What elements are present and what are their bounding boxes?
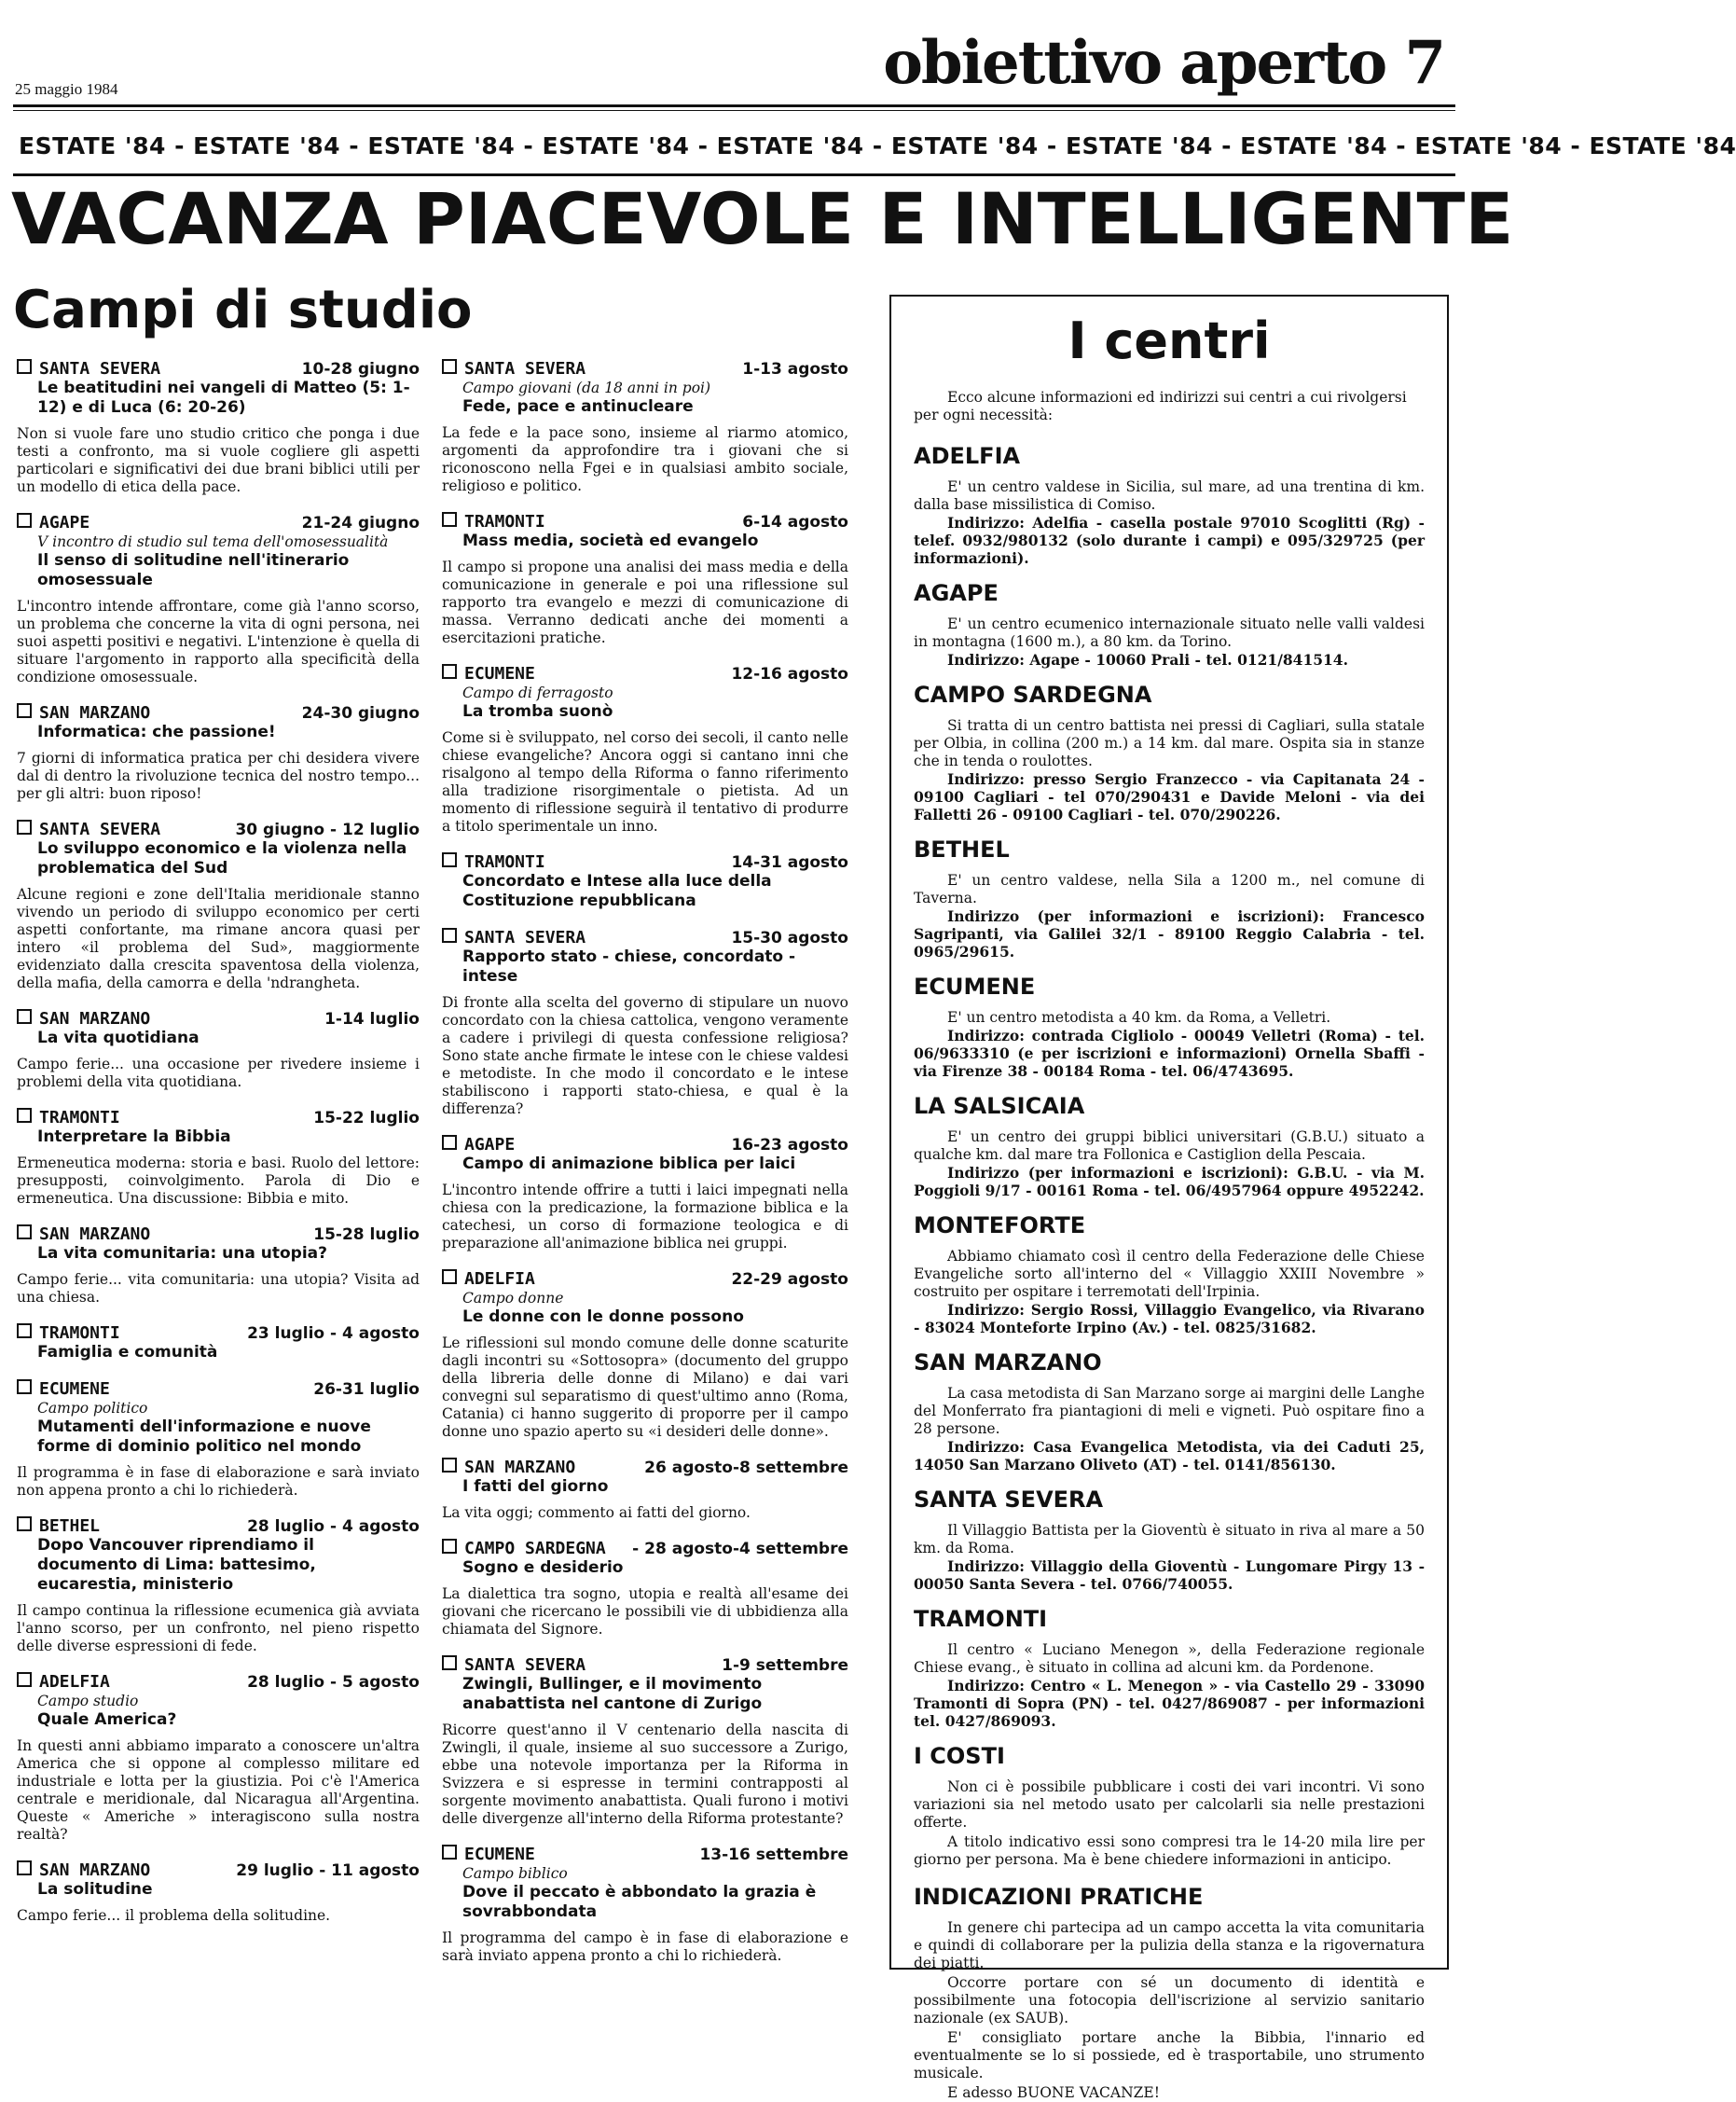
camp-entry xyxy=(17,1224,420,1307)
camp-dates: 15-30 agosto xyxy=(731,929,848,947)
camp-header xyxy=(442,928,848,947)
camp-location xyxy=(442,1845,535,1864)
center-name: AGAPE xyxy=(914,580,999,606)
camp-place-name: TRAMONTI xyxy=(39,1323,120,1343)
camp-entry xyxy=(17,513,420,686)
camp-title: Lo sviluppo economico e la violenza nella problematica del Sud xyxy=(37,839,407,878)
center-entry xyxy=(914,1212,1425,1336)
camp-header xyxy=(17,1009,420,1029)
camp-dates: 14-31 agosto xyxy=(731,853,848,872)
center-address: Indirizzo: Adelfia - casella postale 97010 Scoglitti (Rg) - telef. 0932/980132 (solo durante i campi) e 095/329725 (per informazioni). xyxy=(914,514,1425,567)
camp-description: Ricorre quest'anno il V centenario della nascita di Zwingli, il quale, insieme al suo successore a Zurigo, ebbe una notevole importanza per la Riforma in Svizzera e si espresse in termini contrapposti al sorgente movimento anabattista. Quali furono i motivi delle divergenze all'interno della Riforma protestante? xyxy=(442,1722,848,1827)
center-description: La casa metodista di San Marzano sorge ai margini delle Langhe del Monferrato fra piantagioni di meli e vigneti. Può ospitare fino a 28 persone. xyxy=(914,1385,1425,1437)
centri-intro: Ecco alcune informazioni ed indirizzi sui centri a cui rivolgersi per ogni necessità: xyxy=(914,389,1407,423)
camp-dates: 30 giugno - 12 luglio xyxy=(235,821,420,839)
camp-place-name: ECUMENE xyxy=(39,1379,110,1399)
centri-title: I centri xyxy=(1068,311,1271,370)
camp-entry xyxy=(17,359,420,496)
center-address: Indirizzo (per informazioni e iscrizioni): G.B.U. - via M. Poggioli 9/17 - 00161 Roma - tel. 06/4957964 oppure 4952242. xyxy=(914,1164,1425,1199)
camp-place-name: SANTA SEVERA xyxy=(464,1655,586,1675)
camp-dates: 6-14 agosto xyxy=(742,513,848,532)
camp-dates: 1-13 agosto xyxy=(742,360,848,379)
camp-title: La tromba suonò xyxy=(462,702,613,721)
camp-place-name: SAN MARZANO xyxy=(464,1458,576,1477)
camp-title: Fede, pace e antinucleare xyxy=(462,397,694,416)
center-name: ECUMENE xyxy=(914,974,1036,1000)
camp-location xyxy=(17,1323,120,1343)
camp-title: La vita comunitaria: una utopia? xyxy=(37,1244,327,1263)
camp-entry xyxy=(17,1672,420,1844)
pratiche-paragraph: In genere chi partecipa ad un campo accetta la vita comunitaria e quindi di collaborare per la pulizia della stanza e la rigovernatura dei piatti. xyxy=(914,1919,1425,1971)
camp-header xyxy=(442,1655,848,1675)
camp-header xyxy=(17,1108,420,1127)
camp-entry xyxy=(442,1655,848,1828)
camp-location xyxy=(17,1108,120,1127)
center-address: Indirizzo: presso Sergio Franzecco - via Capitanata 24 - 09100 Cagliari - tel 070/290431 e Davide Meloni - via dei Falletti 26 - 09100 Cagliari - tel. 070/290226. xyxy=(914,770,1425,823)
checkbox-icon[interactable] xyxy=(17,1379,32,1394)
checkbox-icon[interactable] xyxy=(17,1860,32,1875)
checkbox-icon[interactable] xyxy=(442,852,457,867)
camp-entry xyxy=(17,1009,420,1091)
camp-place-name: TRAMONTI xyxy=(39,1108,120,1127)
camp-entry xyxy=(17,703,420,803)
camp-description: Il programma del campo è in fase di elaborazione e sarà inviato appena pronto a chi lo richiederà. xyxy=(442,1929,848,1964)
camp-subtitle: Campo di ferragosto xyxy=(462,685,613,701)
pratiche-section xyxy=(914,1884,1425,2102)
camp-subtitle: Campo biblico xyxy=(462,1865,568,1882)
camp-entry xyxy=(442,1458,848,1522)
masthead xyxy=(883,28,1444,98)
camp-header xyxy=(442,1539,848,1558)
camp-header xyxy=(17,820,420,839)
center-entry xyxy=(914,1606,1425,1730)
camp-description: Campo ferie... vita comunitaria: una utopia? Visita ad una chiesa. xyxy=(17,1271,420,1306)
camp-entry xyxy=(442,1845,848,1965)
center-entry xyxy=(914,682,1425,823)
center-description: Il Villaggio Battista per la Gioventù è situato in riva al mare a 50 km. da Roma. xyxy=(914,1522,1425,1556)
pratiche-paragraph: E' consigliato portare anche la Bibbia, l'innario ed eventualmente se lo si possiede, ed è trasportabile, uno strumento musicale. xyxy=(914,2029,1425,2081)
costi-title: I COSTI xyxy=(914,1743,1005,1769)
camp-title: Concordato e Intese alla luce della Costituzione repubblicana xyxy=(462,872,772,910)
camp-header xyxy=(17,703,420,723)
checkbox-icon[interactable] xyxy=(17,703,32,718)
camp-header xyxy=(442,512,848,532)
camp-place-name: SAN MARZANO xyxy=(39,703,151,723)
centri-list xyxy=(914,443,1425,1730)
camp-title: Sogno e desiderio xyxy=(462,1558,624,1577)
camp-title: Le donne con le donne possono xyxy=(462,1307,744,1326)
center-description: Si tratta di un centro battista nei pressi di Cagliari, sulla statale per Olbia, in collina (200 m.) a 14 km. dal mare. Ospita sia in stanze che in tenda o roulottes. xyxy=(914,717,1425,769)
camp-title: Il senso di solitudine nell'itinerario omosessuale xyxy=(37,551,350,589)
camp-description: La vita oggi; commento ai fatti del giorno. xyxy=(442,1504,751,1521)
camp-header xyxy=(17,1672,420,1692)
camp-title: La vita quotidiana xyxy=(37,1029,200,1047)
camp-place-name: AGAPE xyxy=(39,513,90,532)
camp-entry xyxy=(17,1379,420,1500)
camp-place-name: TRAMONTI xyxy=(464,852,545,872)
camp-dates: 28 luglio - 4 agosto xyxy=(247,1517,420,1536)
issue-date: 25 maggio 1984 xyxy=(15,80,118,98)
camp-location xyxy=(17,1860,150,1880)
page-headline: VACANZA PIACEVOLE E INTELLIGENTE xyxy=(11,177,1514,260)
camp-description: Il programma è in fase di elaborazione e sarà inviato non appena pronto a chi lo richiederà. xyxy=(17,1464,420,1499)
camp-location xyxy=(17,1379,110,1399)
center-name: SAN MARZANO xyxy=(914,1349,1102,1376)
pratiche-paragraph: Occorre portare con sé un documento di identità e possibilmente una fotocopia dell'iscrizione al servizio sanitario nazionale (ex SAUB). xyxy=(914,1974,1425,2026)
camp-location xyxy=(442,1458,575,1477)
camp-title: Rapporto stato - chiese, concordato - intese xyxy=(462,947,796,986)
camp-header xyxy=(17,1224,420,1244)
camp-location xyxy=(442,852,545,872)
camp-location xyxy=(442,928,586,947)
estate-banner: ESTATE '84 - ESTATE '84 - ESTATE '84 - ESTATE '84 - ESTATE '84 - ESTATE '84 - ESTATE '84 - ESTATE '84 - ESTATE '84 - ESTATE '84 xyxy=(19,132,1736,159)
camp-place-name: BETHEL xyxy=(39,1516,101,1536)
camp-header xyxy=(17,1323,420,1343)
camp-location xyxy=(442,1269,535,1289)
camp-dates: 13-16 settembre xyxy=(699,1846,848,1864)
center-entry xyxy=(914,1093,1425,1199)
camp-dates: 12-16 agosto xyxy=(731,665,848,684)
camp-header xyxy=(442,1269,848,1289)
camp-description: Il campo continua la riflessione ecumenica già avviata l'anno scorso, per un confronto, nel pieno rispetto delle diverse espressioni di fede. xyxy=(17,1602,420,1654)
camp-dates: 1-9 settembre xyxy=(722,1656,848,1675)
camp-dates: 15-22 luglio xyxy=(313,1109,420,1127)
center-entry xyxy=(914,580,1425,669)
center-entry xyxy=(914,1349,1425,1473)
camp-title: Campo di animazione biblica per laici xyxy=(462,1155,796,1173)
center-description: E' un centro ecumenico internazionale situato nelle valli valdesi in montagna (1600 m.), a 80 km. da Torino. xyxy=(914,615,1425,650)
checkbox-icon[interactable] xyxy=(442,512,457,527)
camp-title: Mass media, società ed evangelo xyxy=(462,532,759,550)
camp-place-name: ADELFIA xyxy=(464,1269,535,1289)
camp-title: Dopo Vancouver riprendiamo il documento di Lima: battesimo, eucarestia, ministerio xyxy=(37,1536,316,1594)
camp-header xyxy=(442,1135,848,1155)
camp-title: Famiglia e comunità xyxy=(37,1343,218,1362)
center-address: Indirizzo: Villaggio della Gioventù - Lungomare Pirgy 13 - 00050 Santa Severa - tel. 0766/740055. xyxy=(914,1557,1425,1593)
center-name: MONTEFORTE xyxy=(914,1212,1086,1238)
center-description: Abbiamo chiamato così il centro della Federazione delle Chiese Evangeliche sorto all'interno del « Villaggio XXIII Novembre » costruito per ospitare i terremotati dell'Irpinia. xyxy=(914,1248,1425,1300)
costi-paragraph: A titolo indicativo essi sono compresi tra le 14-20 mila lire per giorno per persona. Ma è bene chiedere informazioni in anticipo. xyxy=(914,1833,1425,1868)
checkbox-icon[interactable] xyxy=(17,820,32,835)
camp-dates: 10-28 giugno xyxy=(301,360,420,379)
camp-header xyxy=(17,1379,420,1399)
center-name: CAMPO SARDEGNA xyxy=(914,682,1152,708)
center-address: Indirizzo: contrada Cigliolo - 00049 Velletri (Roma) - tel. 06/9633310 (e per iscrizioni e informazioni) Ornella Sbaffi - via Firenze 38 - 00184 Roma - tel. 06/4743695. xyxy=(914,1027,1425,1080)
camp-location xyxy=(17,1009,150,1029)
camp-subtitle: Campo politico xyxy=(37,1400,148,1417)
center-description: E' un centro valdese in Sicilia, sul mare, ad una trentina di km. dalla base missilistica di Comiso. xyxy=(914,478,1425,513)
camp-dates: 28 luglio - 5 agosto xyxy=(247,1673,420,1692)
center-name: LA SALSICAIA xyxy=(914,1093,1085,1119)
camp-description: Le riflessioni sul mondo comune delle donne scaturite dagli incontri su «Sottosopra» (documento del gruppo della libreria delle donne di Milano) e dai vari convegni sul separatismo di quest'ultimo anno (Roma, Catania) ci hanno suggerito di proporre per il campo donne uno spazio aperto su «i desideri delle donne». xyxy=(442,1334,848,1440)
camp-dates: 16-23 agosto xyxy=(731,1136,848,1155)
publication-name: obiettivo aperto xyxy=(883,28,1386,98)
camp-entry xyxy=(442,1539,848,1639)
camp-header xyxy=(442,1845,848,1864)
camp-title: Interpretare la Bibbia xyxy=(37,1127,231,1146)
camp-entry xyxy=(442,1269,848,1441)
camp-description: In questi anni abbiamo imparato a conoscere un'altra America che si oppone al complesso militare ed industriale e lotta per la giustizia. Poi c'è l'America centrale e meridionale, dal Nicaragua all'Argentina. Queste « Americhe » interagiscono sulla nostra realtà? xyxy=(17,1737,420,1843)
camp-location xyxy=(17,359,160,379)
camp-title: Quale America? xyxy=(37,1710,177,1729)
checkbox-icon[interactable] xyxy=(442,1539,457,1554)
camp-title: Mutamenti dell'informazione e nuove forme di dominio politico nel mondo xyxy=(37,1417,371,1456)
camp-description: 7 giorni di informatica pratica per chi desidera vivere dal di dentro la rivoluzione tecnica del nostro tempo... per gli altri: buon riposo! xyxy=(17,750,420,802)
camp-entry xyxy=(17,1516,420,1655)
camp-entry xyxy=(17,1860,420,1925)
camp-dates: 26-31 luglio xyxy=(313,1380,420,1399)
header-rule-thin xyxy=(13,110,1455,111)
center-description: Il centro « Luciano Menegon », della Federazione regionale Chiese evang., è situato in collina ad alcuni km. da Pordenone. xyxy=(914,1641,1425,1676)
camp-description: Campo ferie... il problema della solitudine. xyxy=(17,1907,331,1924)
center-name: ADELFIA xyxy=(914,443,1021,469)
camp-header xyxy=(17,513,420,532)
center-address: Indirizzo: Casa Evangelica Metodista, via dei Caduti 25, 14050 San Marzano Oliveto (AT) - tel. 0141/856130. xyxy=(914,1438,1425,1473)
camp-entry xyxy=(442,1135,848,1252)
events-column-1 xyxy=(17,359,420,1942)
checkbox-icon[interactable] xyxy=(17,1516,32,1531)
camp-subtitle: Campo donne xyxy=(462,1290,564,1307)
camp-location xyxy=(17,1672,110,1692)
camp-place-name: CAMPO SARDEGNA xyxy=(464,1539,606,1558)
checkbox-icon[interactable] xyxy=(442,928,457,943)
checkbox-icon[interactable] xyxy=(17,513,32,528)
camp-location xyxy=(442,1539,606,1558)
checkbox-icon[interactable] xyxy=(442,1458,457,1473)
costi-paragraph: Non ci è possibile pubblicare i costi dei vari incontri. Vi sono variazioni sia nel metodo usato per calcolarli sia nelle prestazioni offerte. xyxy=(914,1778,1425,1831)
camp-header xyxy=(442,664,848,684)
center-address: Indirizzo (per informazioni e iscrizioni): Francesco Sagripanti, via Galilei 32/1 - 89100 Reggio Calabria - tel. 0965/29615. xyxy=(914,907,1425,961)
pratiche-title: INDICAZIONI PRATICHE xyxy=(914,1884,1204,1910)
pratiche-paragraph: E adesso BUONE VACANZE! xyxy=(947,2084,1160,2101)
camp-location xyxy=(17,703,150,723)
center-address: Indirizzo: Agape - 10060 Prali - tel. 0121/841514. xyxy=(947,651,1348,669)
camp-description: Non si vuole fare uno studio critico che ponga i due testi a confronto, ma si vuole cogliere gli aspetti particolari e significativi dei due brani biblici utili per un modello di etica della pace. xyxy=(17,425,420,495)
camp-description: L'incontro intende affrontare, come già l'anno scorso, un problema che concerne la vita di ogni persona, nei suoi aspetti positivi e negativi. L'intenzione è quella di situare l'argomento in rapporto alla specificità della condizione omosessuale. xyxy=(17,598,420,685)
camp-place-name: ECUMENE xyxy=(464,664,535,684)
camp-place-name: SANTA SEVERA xyxy=(39,359,161,379)
camp-description: La dialettica tra sogno, utopia e realtà all'esame dei giovani che ricercano le possibili vie di ubbidienza alla chiamata del Signore. xyxy=(442,1585,848,1638)
camp-entry xyxy=(442,359,848,495)
camp-description: Di fronte alla scelta del governo di stipulare un nuovo concordato con la chiesa cattolica, vengono veramente a cadere i privilegi di questa confessione religiosa? Sono state anche firmate le intese con le chiese valdesi e metodiste. In che modo il concordato e le intese stabiliscono i rapporti stato-chiesa, e qual è la differenza? xyxy=(442,994,848,1117)
camp-entry xyxy=(17,820,420,992)
camp-location xyxy=(442,664,535,684)
camp-header xyxy=(17,1860,420,1880)
checkbox-icon[interactable] xyxy=(442,664,457,679)
camp-dates: 1-14 luglio xyxy=(324,1010,420,1029)
checkbox-icon[interactable] xyxy=(442,1845,457,1860)
camp-location xyxy=(442,359,586,379)
camp-dates: 15-28 luglio xyxy=(313,1225,420,1244)
camp-subtitle: Campo giovani (da 18 anni in poi) xyxy=(462,380,711,396)
camp-entry xyxy=(17,1323,420,1362)
camp-title: I fatti del giorno xyxy=(462,1477,609,1496)
camp-entry xyxy=(442,928,848,1118)
center-description: E' un centro dei gruppi biblici universitari (G.B.U.) situato a qualche km. dal mare tra Follonica e Castiglion della Pescaia. xyxy=(914,1128,1425,1163)
camp-place-name: ADELFIA xyxy=(39,1672,110,1692)
camp-location xyxy=(442,512,545,532)
camp-location xyxy=(17,513,90,532)
camp-dates: - 28 agosto-4 settembre xyxy=(632,1540,848,1558)
costi-section xyxy=(914,1743,1425,1869)
camp-dates: 26 agosto-8 settembre xyxy=(644,1459,848,1477)
camp-place-name: ECUMENE xyxy=(464,1845,535,1864)
header-rule xyxy=(13,104,1455,107)
checkbox-icon[interactable] xyxy=(17,1224,32,1239)
center-entry xyxy=(914,974,1425,1080)
camp-description: La fede e la pace sono, insieme al riarmo atomico, argomenti da approfondire tra i giovani che si riconoscono nella Fgei e in qualsiasi ambito sociale, religioso e politico. xyxy=(442,424,848,494)
camp-description: Ermeneutica moderna: storia e basi. Ruolo del lettore: presupposti, coinvolgimento. Parola di Dio e ermeneutica. Una discussione: Bibbia e mito. xyxy=(17,1155,420,1207)
centri-box xyxy=(889,295,1449,2101)
checkbox-icon[interactable] xyxy=(442,1269,457,1284)
camp-description: Campo ferie... una occasione per rivedere insieme i problemi della vita quotidiana. xyxy=(17,1056,420,1090)
camp-place-name: SANTA SEVERA xyxy=(464,928,586,947)
camp-header xyxy=(17,1516,420,1536)
camp-subtitle: Campo studio xyxy=(37,1693,139,1709)
camp-dates: 21-24 giugno xyxy=(301,514,420,532)
camp-location xyxy=(17,1516,100,1536)
camp-title: Le beatitudini nei vangeli di Matteo (5: 1-12) e di Luca (6: 20-26) xyxy=(37,379,410,417)
camp-place-name: SAN MARZANO xyxy=(39,1860,151,1880)
center-address: Indirizzo: Centro « L. Menegon » - via Castello 29 - 33090 Tramonti di Sopra (PN) - tel. 0427/869087 - per informazioni tel. 0427/869093. xyxy=(914,1677,1425,1730)
camp-dates: 24-30 giugno xyxy=(301,704,420,723)
events-column-2 xyxy=(442,359,848,1982)
camp-header xyxy=(442,1458,848,1477)
camp-title: La solitudine xyxy=(37,1880,153,1899)
checkbox-icon[interactable] xyxy=(17,1323,32,1338)
camp-entry xyxy=(17,1108,420,1208)
camp-description: Come si è sviluppato, nel corso dei secoli, il canto nelle chiese evangeliche? Ancora oggi si cantano inni che risalgono al tempo della Riforma o fanno riferimento alla tradizione risorgimentale o pietista. Ad un momento di riflessione seguirà il tentativo di produrre a titolo sperimentale un inno. xyxy=(442,729,848,835)
center-name: BETHEL xyxy=(914,837,1010,863)
camp-title: Informatica: che passione! xyxy=(37,723,276,741)
camp-place-name: SANTA SEVERA xyxy=(464,359,586,379)
checkbox-icon[interactable] xyxy=(17,1108,32,1123)
camp-description: L'incontro intende offrire a tutti i laici impegnati nella chiesa con la predicazione, la formazione biblica e la catechesi, un corso di formazione teologica e di preparazione all'animazione biblica nei gruppi. xyxy=(442,1182,848,1252)
section-title: Campi di studio xyxy=(13,280,473,340)
camp-description: Alcune regioni e zone dell'Italia meridionale stanno vivendo un periodo di sviluppo economico per certi aspetti confortante, ma rimane ancora quasi per intero «il problema del Sud», maggiormente evidenziato dalla crescita spaventosa della violenza, della mafia, della camorra e della 'ndrangheta. xyxy=(17,886,420,991)
camp-header xyxy=(442,359,848,379)
camp-place-name: TRAMONTI xyxy=(464,512,545,532)
checkbox-icon[interactable] xyxy=(17,359,32,374)
camp-entry xyxy=(442,664,848,836)
center-entry xyxy=(914,443,1425,567)
camp-title: Dove il peccato è abbondato la grazia è sovrabbondata xyxy=(462,1883,817,1921)
center-description: E' un centro valdese, nella Sila a 1200 m., nel comune di Taverna. xyxy=(914,872,1425,906)
camp-location xyxy=(442,1655,586,1675)
center-name: TRAMONTI xyxy=(914,1606,1048,1632)
camp-place-name: AGAPE xyxy=(464,1135,516,1155)
page-number: 7 xyxy=(1404,28,1444,98)
camp-place-name: SANTA SEVERA xyxy=(39,820,161,839)
center-address: Indirizzo: Sergio Rossi, Villaggio Evangelico, via Rivarano - 83024 Monteforte Irpino (Av.) - tel. 0825/31682. xyxy=(914,1301,1425,1336)
checkbox-icon[interactable] xyxy=(442,1135,457,1150)
camp-place-name: SAN MARZANO xyxy=(39,1224,151,1244)
camp-location xyxy=(17,820,160,839)
camp-subtitle: V incontro di studio sul tema dell'omosessualità xyxy=(37,533,389,550)
camp-location xyxy=(442,1135,515,1155)
camp-title: Zwingli, Bullinger, e il movimento anabattista nel cantone di Zurigo xyxy=(462,1675,763,1713)
center-entry xyxy=(914,1487,1425,1593)
camp-description: Il campo si propone una analisi dei mass media e della comunicazione in generale e poi una riflessione sul rapporto tra evangelo e mezzi di comunicazione di massa. Verranno dedicati anche dei momenti a esercitazioni pratiche. xyxy=(442,559,848,646)
checkbox-icon[interactable] xyxy=(442,359,457,374)
camp-dates: 22-29 agosto xyxy=(731,1270,848,1289)
camp-entry xyxy=(442,512,848,647)
camp-location xyxy=(17,1224,150,1244)
camp-place-name: SAN MARZANO xyxy=(39,1009,151,1029)
center-entry xyxy=(914,837,1425,961)
camp-header xyxy=(17,359,420,379)
banner-rule xyxy=(13,173,1455,176)
checkbox-icon[interactable] xyxy=(17,1009,32,1024)
checkbox-icon[interactable] xyxy=(17,1672,32,1687)
checkbox-icon[interactable] xyxy=(442,1655,457,1670)
center-name: SANTA SEVERA xyxy=(914,1487,1104,1513)
center-description: E' un centro metodista a 40 km. da Roma, a Velletri. xyxy=(947,1009,1331,1026)
camp-dates: 29 luglio - 11 agosto xyxy=(236,1861,420,1880)
camp-entry xyxy=(442,852,848,911)
camp-header xyxy=(442,852,848,872)
camp-dates: 23 luglio - 4 agosto xyxy=(247,1324,420,1343)
